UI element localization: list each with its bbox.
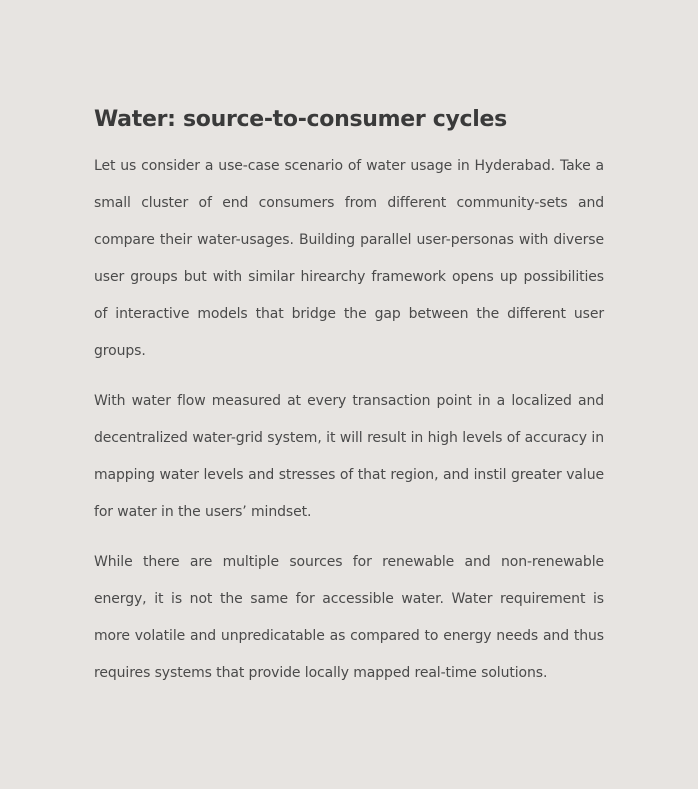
article-title: Water: source-to-consumer cycles bbox=[94, 107, 507, 132]
paragraph-3: While there are multiple sources for renewable and non-renewable energy, it is not the same for accessible water. Water requirement is more volatile and unpredicatable as compared to energy needs and thus requires systems that provide locally mapped real-time solutions. bbox=[94, 554, 604, 681]
paragraph-2: With water flow measured at every transaction point in a localized and decentralized water-grid system, it will result in high levels of accuracy in mapping water levels and stresses of that region, and instil greater value for water in the users’ mindset. bbox=[94, 393, 604, 520]
article bbox=[94, 104, 604, 705]
paragraph-1: Let us consider a use-case scenario of water usage in Hyderabad. Take a small cluster of end consumers from different community-sets and compare their water-usages. Building parallel user-personas with diverse user groups but with similar hirearchy framework opens up possibilities of interactive models that bridge the gap between the different user groups. bbox=[94, 158, 604, 359]
